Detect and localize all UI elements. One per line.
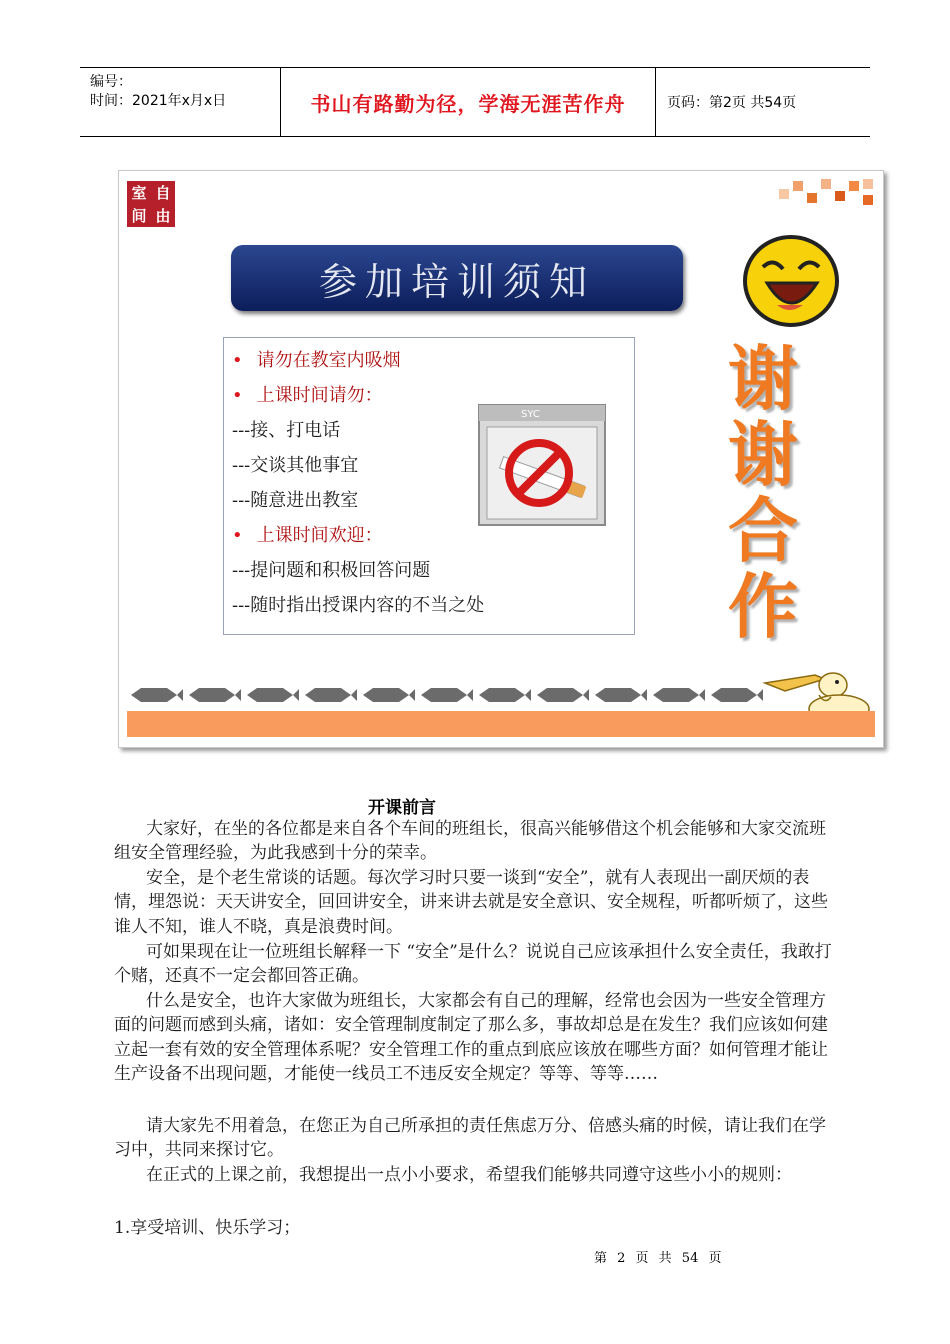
section-heading: 开课前言 [368, 798, 436, 818]
thanks-char: 谢 [728, 338, 798, 420]
notice-line [232, 346, 401, 372]
thanks-vertical-text [715, 338, 811, 648]
logo-char: 间 [131, 207, 147, 225]
header-info-cell [80, 68, 280, 136]
bullet-dot: • [232, 350, 243, 371]
slide-title: 参加培训须知 [318, 259, 595, 304]
notice-line: ---接、打电话 [232, 420, 341, 441]
sign-brand-text: SYC [521, 409, 540, 420]
body-paragraph: 请大家先不用着急，在您正为自己所承担的责任焦虑万分、倍感头痛的时候，请让我们在学习中，共同来探讨它。 [114, 1116, 826, 1161]
thanks-char: 合 [728, 490, 798, 572]
header-page-number: 页码：第2页 共54页 [667, 95, 797, 111]
logo-char: 由 [155, 207, 171, 225]
body-paragraph: 什么是安全，也许大家做为班组长，大家都会有自己的理解，经常也会因为一些安全管理方面的问题而感到头痛，诸如：安全管理制度制定了那么多，事故却总是在发生？我们应该如何建立起一套有效的安全管理体系呢？安全管理工作的重点到底应该放在哪些方面？如何管理才能让生产设备不出现问题，才能使一线员工不违反安全规定？等等、等等…… [114, 991, 828, 1085]
page-header [80, 67, 870, 137]
notice-text: 上课时间请勿： [256, 385, 383, 406]
bullet-dot: • [232, 525, 243, 546]
notice-line: ---随意进出教室 [232, 490, 359, 511]
notice-line: ---随时指出授课内容的不当之处 [232, 595, 485, 616]
fish-border-decoration [127, 683, 767, 707]
logo-char: 自 [155, 184, 171, 202]
training-notice-slide [118, 170, 884, 748]
header-motto-cell [280, 68, 656, 136]
notice-line [232, 521, 383, 547]
notice-line: ---提问题和积极回答问题 [232, 560, 431, 581]
document-number-label: 编号： [90, 74, 132, 90]
document-date-label: 时间：2021年x月x日 [90, 93, 227, 109]
body-paragraph: 安全，是个老生常谈的话题。每次学习时只要一谈到“安全”，就有人表现出一副厌烦的表情，埋怨说：天天讲安全，回回讲安全，讲来讲去就是安全意识、安全规程，听都听烦了，这些谁人不知，谁人不晓，真是浪费时间。 [114, 868, 828, 937]
slide-title-bar [231, 245, 683, 311]
notice-line [232, 381, 383, 407]
header-page-cell [655, 68, 870, 136]
notice-line: ---交谈其他事宜 [232, 455, 359, 476]
laughing-smiley-icon [741, 233, 841, 329]
thanks-char: 作 [728, 566, 798, 648]
thanks-char: 谢 [728, 414, 798, 496]
corner-squares-decoration [779, 177, 875, 213]
body-paragraph: 可如果现在让一位班组长解释一下 “安全”是什么？说说自己应该承担什么安全责任，我敢打个赌，还真不一定会都回答正确。 [114, 942, 832, 987]
orange-bottom-stripe [127, 711, 875, 737]
no-smoking-sign-icon [477, 403, 607, 527]
page-footer: 第 2 页 共 54 页 [594, 1251, 722, 1266]
bullet-dot: • [232, 385, 243, 406]
body-paragraph: 大家好，在坐的各位都是来自各个车间的班组长，很高兴能够借这个机会能够和大家交流班组安全管理经验，为此我感到十分的荣幸。 [114, 819, 826, 864]
body-paragraph: 在正式的上课之前，我想提出一点小小要求，希望我们能够共同遵守这些小小的规则： [146, 1165, 792, 1185]
logo-char: 室 [131, 184, 147, 202]
list-item: 1.享受培训、快乐学习； [114, 1218, 301, 1238]
logo-badge [127, 181, 175, 227]
notice-text: 上课时间欢迎： [256, 525, 383, 546]
header-motto: 书山有路勤为径，学海无涯苦作舟 [310, 91, 626, 116]
notice-text: 请勿在教室内吸烟 [256, 350, 401, 371]
